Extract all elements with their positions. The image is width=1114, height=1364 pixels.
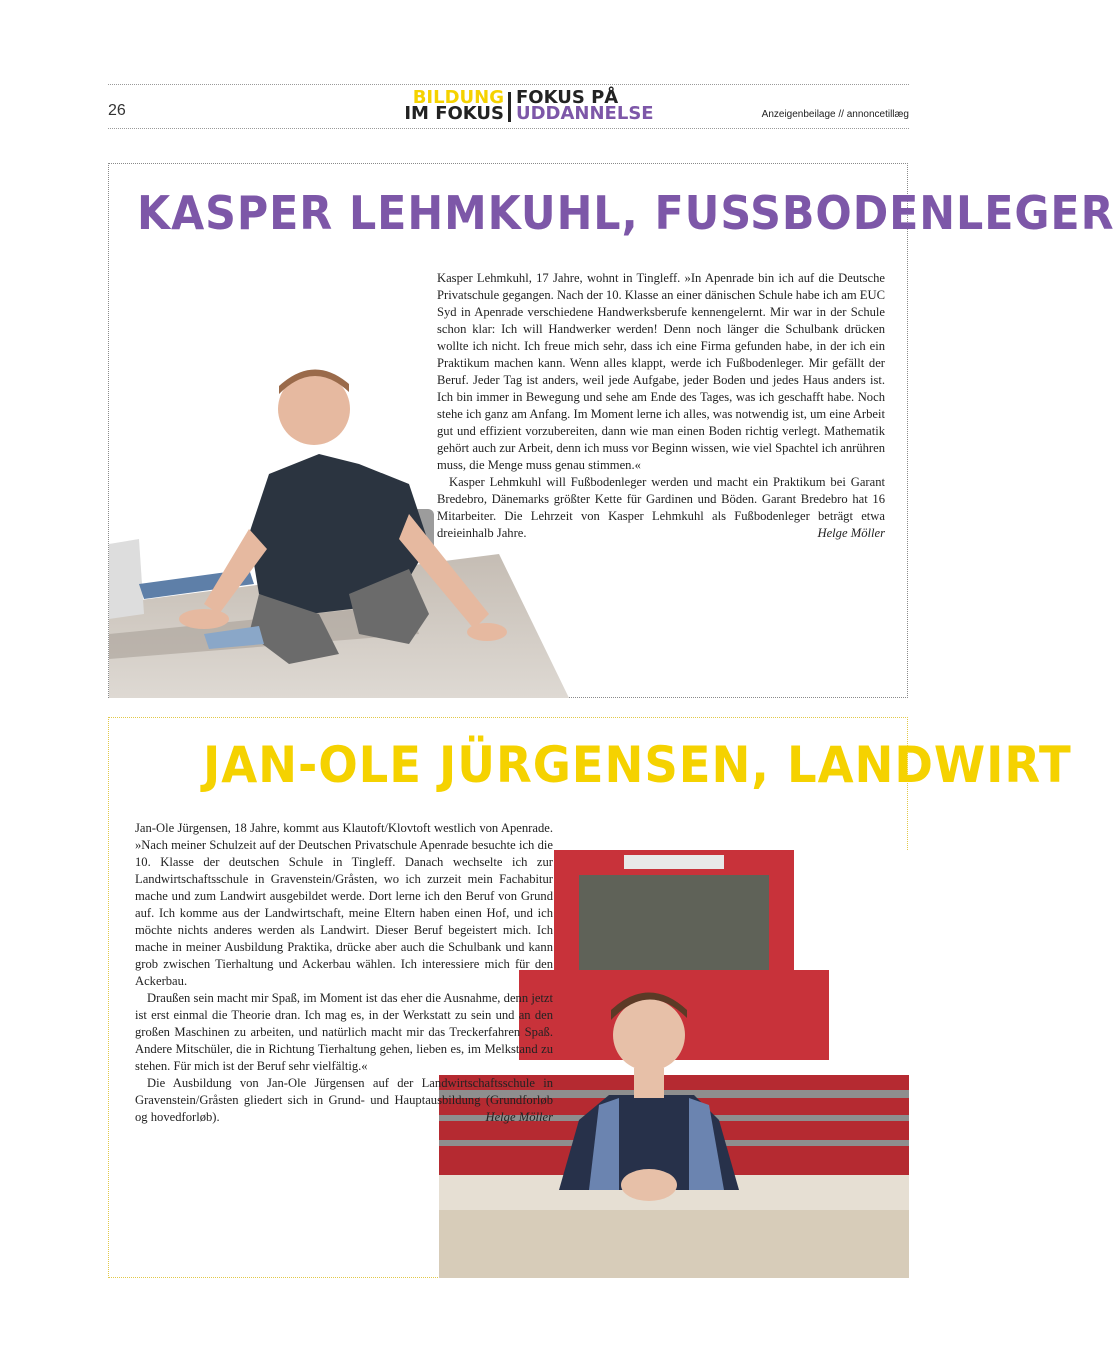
article-paragraph: Jan-Ole Jürgensen, 18 Jahre, kommt aus Klautoft/Klovtoft westlich von Apenrade. »Nach meiner Schulzeit auf der Deutschen Privatschule Apenrade besuchte ich die 10. Klasse der deutschen Schule in Tingleff. Danach wechselte ich zur Landwirtschaftsschule in Gravenstein/Gråsten, wo ich zurzeit mein Fachabitur mache und zum Landwirt ausgebildet werde. Dort lerne ich den Beruf von Grund auf. Ich komme aus der Landwirtschaft, meine Eltern haben einen Hof, und ich möchte nichts anderes werden als Landwirt. Dieser Beruf begeistert mich. Ich mache in meiner Ausbildung Praktika, drücke aber auch die Schulbank und kann grob zwischen Tierhaltung und Ackerbau wählen. Ich interessiere mich für den Ackerbau. [135, 821, 553, 988]
header-top-rule [108, 84, 909, 85]
article-paragraph: Draußen sein macht mir Spaß, im Moment ist das eher die Ausnahme, denn jetzt ist erst einmal die Theorie dran. Ich mag es, in der Werkstatt zu sein und an den großen Maschinen zu arbeiten, und natürlich macht mir das Treckerfahren Spaß. Andere Mitschüler, die in Richtung Tierhaltung gehen, lieben es, im Melkstand zu stehen. Für mich ist der Beruf sehr vielfältig.« [135, 991, 553, 1073]
logo-separator [508, 92, 511, 122]
article-box-kasper [108, 163, 1114, 698]
article-headline: JAN-OLE JÜRGENSEN, LANDWIRT [203, 736, 1072, 794]
supplement-label: Anzeigenbeilage // annoncetillæg [761, 109, 909, 120]
logo-de-line2: IM FOKUS [404, 103, 504, 124]
header-bottom-rule [108, 128, 909, 129]
article-box-jan-ole [108, 717, 1072, 1278]
page-number: 26 [108, 102, 126, 119]
article-author: Helge Möller [485, 1110, 553, 1124]
publication-logo [400, 87, 680, 126]
article-paragraph: Kasper Lehmkuhl, 17 Jahre, wohnt in Tingleff. »In Apenrade bin ich auf die Deutsche Privatschule gegangen. Nach der 10. Klasse an einer dänischen Schule habe ich am EUC Syd in Apenrade verschiedene Handwerksberufe kennengelernt. Mir war in der Schule schon klar: Ich will Handwerker werden! Denn noch länger die Schulbank drücken wollte ich nicht. Ich freue mich sehr, dass ich eine Firma gefunden habe, in der ich ein Praktikum machen kann. Wenn alles klappt, werde ich Fußbodenleger. Mir gefällt der Beruf. Jeder Tag ist anders, weil jede Aufgabe, jeder Boden und jedes Haus anders ist. Ich bin immer in Bewegung und sehe am Ende des Tages, was ich geschafft habe. Noch stehe ich ganz am Anfang. Im Moment lerne ich alles, was notwendig ist, um eine Arbeit gut und effizient vorzubereiten, dann wie man einen Boden richtig verlegt. Mathematik gehört auch zur Arbeit, denn ich muss vor Beginn wissen, wie viel Spachtel ich anrühren muss, die Menge muss genau stimmen.« [437, 271, 885, 472]
logo-dk-line2: UDDANNELSE [516, 103, 654, 124]
article-body [135, 820, 553, 1126]
logo-dk-line1: FOKUS PÅ [516, 87, 619, 108]
article-author: Helge Möller [817, 526, 885, 540]
logo-de-line1: BILDUNG [412, 87, 504, 108]
article-paragraph-text: Kasper Lehmkuhl will Fußbodenleger werden und macht ein Praktikum bei Garant Bredebro, Dänemarks größter Kette für Gardinen und Böden. Garant Bredebro hat 16 Mitarbeiter. Die Lehrzeit von Kasper Lehmkuhl als Fußbodenleger beträgt etwa dreieinhalb Jahre. [437, 475, 885, 540]
article-headline: KASPER LEHMKUHL, FUSSBODENLEGER [137, 186, 1114, 240]
article-paragraph [437, 474, 885, 542]
article-body [437, 270, 885, 542]
article-paragraph-text: Die Ausbildung von Jan-Ole Jürgensen auf der Landwirtschaftsschule in Gravenstein/Gråsten gliedert sich in Grund- und Hauptausbildung (Grundforløb og hovedforløb). [135, 1076, 553, 1124]
article-paragraph [135, 1075, 553, 1126]
